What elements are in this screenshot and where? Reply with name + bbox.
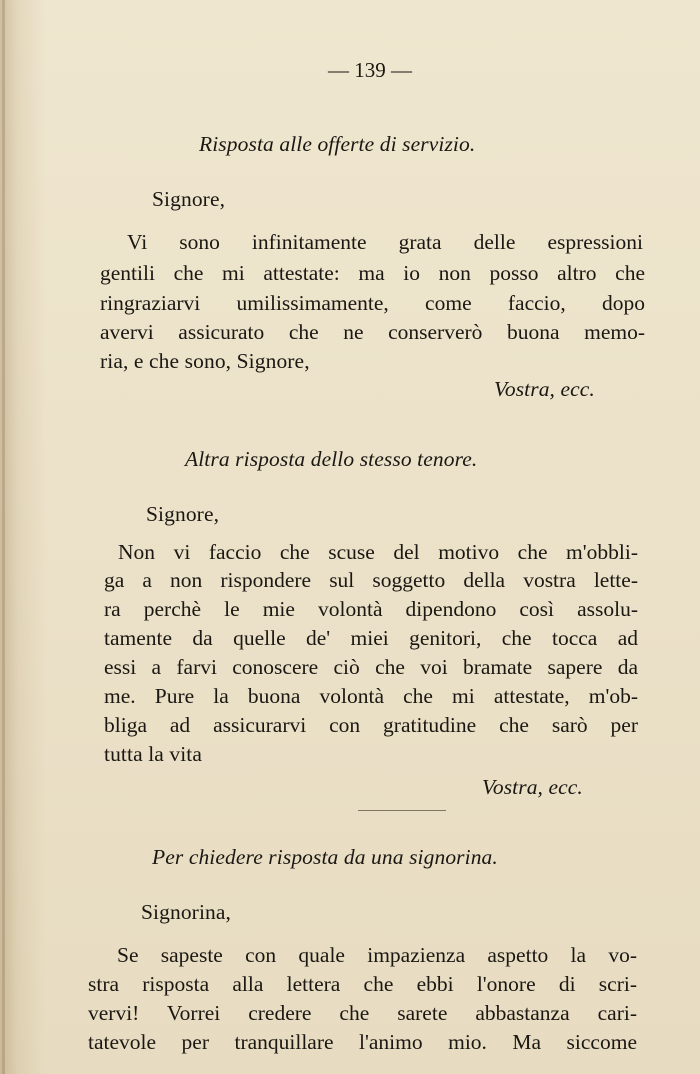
paragraph-line: gentili che mi attestate: ma io non posso altro che <box>100 261 645 285</box>
section-divider <box>358 810 446 811</box>
salutation-signorina: Signorina, <box>141 900 231 924</box>
paragraph-line: tatevole per tranquillare l'animo mio. Ma siccome <box>88 1030 637 1054</box>
paragraph-line: tamente da quelle de' miei genitori, che tocca ad <box>104 626 638 650</box>
paragraph-line: ra perchè le mie volontà dipendono così assolu- <box>104 597 638 621</box>
salutation-signore-2: Signore, <box>146 502 220 526</box>
section-title-altra-risposta: Altra risposta dello stesso tenore. <box>185 447 478 471</box>
paragraph-line: ringraziarvi umilissimamente, come faccio, dopo <box>100 291 645 315</box>
paragraph-line: vervi! Vorrei credere che sarete abbastanza cari- <box>88 1001 637 1025</box>
section-title-signorina: Per chiedere risposta da una signorina. <box>152 845 498 869</box>
paragraph-line: Se sapeste con quale impazienza aspetto la vo- <box>117 943 637 967</box>
paragraph-line: avervi assicurato che ne conserverò buona memo- <box>100 320 645 344</box>
paragraph-line: ga a non rispondere sul soggetto della vostra lette- <box>104 568 638 592</box>
paragraph-line: stra risposta alla lettera che ebbi l'onore di scri- <box>88 972 637 996</box>
paragraph-line: bliga ad assicurarvi con gratitudine che sarò per <box>104 713 638 737</box>
paragraph-line: me. Pure la buona volontà che mi attestate, m'ob- <box>104 684 638 708</box>
closing-vostra-2: Vostra, ecc. <box>482 775 583 799</box>
paragraph-last-line: tutta la vita <box>104 742 203 766</box>
section-title-offerte: Risposta alle offerte di servizio. <box>199 132 476 156</box>
page-number: — 139 — <box>328 58 412 82</box>
paragraph-line: Vi sono infinitamente grata delle espressioni <box>127 230 643 254</box>
paragraph-last-line: ria, e che sono, Signore, <box>100 349 310 373</box>
closing-vostra-1: Vostra, ecc. <box>494 377 595 401</box>
paragraph-line: Non vi faccio che scuse del motivo che m'obbli- <box>118 540 638 564</box>
page-spine-shadow <box>2 0 5 1074</box>
salutation-signore-1: Signore, <box>152 187 226 211</box>
paragraph-line: essi a farvi conoscere ciò che voi bramate sapere da <box>104 655 638 679</box>
